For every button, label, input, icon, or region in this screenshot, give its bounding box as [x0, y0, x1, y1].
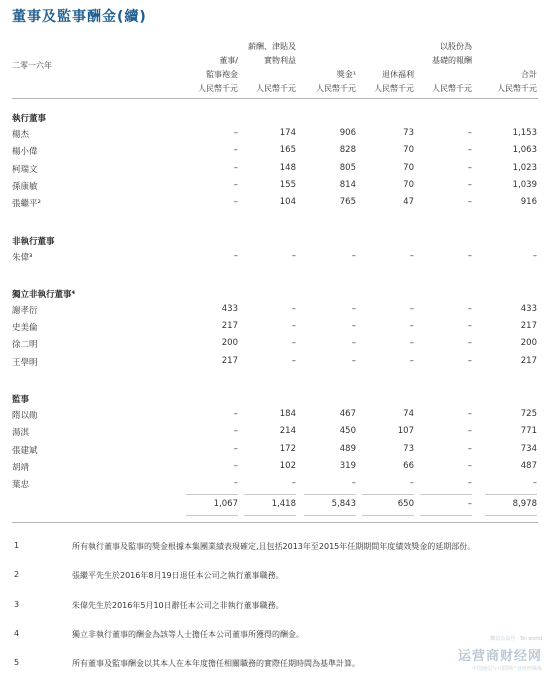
column-header-line: 人民幣千元 — [198, 84, 238, 93]
total-top-rule — [485, 494, 537, 495]
cell-value: – — [233, 426, 238, 437]
table-row — [0, 459, 550, 476]
column-header-line: 退休福利 — [382, 70, 414, 79]
section-title: 執行董事 — [12, 114, 47, 124]
cell-value: – — [467, 426, 472, 437]
cell-value: 828 — [339, 145, 356, 156]
cell-value: 70 — [403, 145, 414, 156]
cell-value: 765 — [339, 197, 356, 208]
section-title: 非執行董事 — [12, 236, 55, 247]
cell-value: 47 — [403, 197, 414, 208]
footnote-text: 張繼平先生於2016年8月19日退任本公司之執行董事職務。 — [72, 571, 284, 580]
cell-value: – — [351, 321, 356, 332]
total-top-rule — [362, 494, 414, 495]
column-header-line: 實物利益 — [264, 56, 296, 65]
total-bottom-rule — [186, 515, 238, 516]
cell-value: 1,023 — [512, 162, 537, 173]
footnote-number: 3 — [14, 600, 20, 609]
director-name: 柯瑞文 — [12, 164, 38, 175]
cell-value: – — [291, 478, 296, 489]
table-row — [0, 476, 550, 493]
cell-value: 174 — [279, 128, 296, 138]
cell-value: – — [532, 250, 537, 261]
cell-value: 172 — [279, 443, 296, 454]
cell-value: 155 — [279, 179, 296, 190]
totals-row — [0, 497, 550, 514]
section-title: 獨立非執行董事⁴ — [12, 289, 76, 300]
cell-value: – — [409, 478, 414, 489]
table-row — [0, 195, 550, 212]
cell-value: – — [351, 355, 356, 366]
director-name: 胡靖 — [12, 462, 30, 473]
cell-value: – — [233, 179, 238, 190]
director-name: 楊小偉 — [12, 147, 38, 158]
cell-value: – — [233, 162, 238, 173]
watermark-brand-text: 运营商财经网 — [457, 649, 542, 664]
total-value: – — [467, 499, 472, 509]
cell-value: 805 — [339, 162, 356, 173]
cell-value: 771 — [520, 426, 537, 437]
cell-value: – — [409, 321, 414, 332]
total-top-rule — [304, 494, 356, 495]
cell-value: 200 — [520, 338, 537, 349]
cell-value: – — [351, 338, 356, 349]
table-row — [0, 249, 550, 266]
cell-value: – — [467, 128, 472, 138]
cell-value: 165 — [279, 145, 296, 156]
cell-value: – — [351, 478, 356, 489]
director-name: 張繼平² — [12, 199, 41, 210]
director-name: 孫康敏 — [12, 181, 38, 192]
table-row — [0, 143, 550, 160]
total-bottom-rule — [244, 515, 296, 516]
watermark-sub-text: 中国通信与互联网产业财经媒体 — [471, 666, 542, 672]
total-bottom-rule — [485, 515, 537, 516]
cell-value: 217 — [520, 321, 537, 332]
cell-value: 433 — [221, 303, 238, 314]
cell-value: 107 — [397, 426, 414, 437]
cell-value: 73 — [403, 128, 414, 138]
cell-value: – — [467, 338, 472, 349]
cell-value: – — [467, 321, 472, 332]
column-header-line: 人民幣千元 — [374, 84, 414, 93]
cell-value: – — [233, 145, 238, 156]
footnote-number: 1 — [14, 541, 20, 550]
footnote-text: 朱偉先生於2016年5月10日辭任本公司之非執行董事職務。 — [72, 601, 284, 610]
cell-value: 217 — [221, 321, 238, 332]
cell-value: – — [467, 478, 472, 489]
cell-value: 74 — [403, 409, 414, 419]
cell-value: 214 — [279, 426, 296, 437]
director-name: 楊杰 — [12, 130, 30, 140]
cell-value: – — [233, 443, 238, 454]
cell-value: – — [291, 355, 296, 366]
section-title: 監事 — [12, 395, 30, 405]
total-bottom-rule — [420, 515, 472, 516]
director-name: 王學明 — [12, 357, 38, 368]
cell-value: – — [233, 250, 238, 261]
cell-value: – — [409, 355, 414, 366]
table-row — [0, 161, 550, 178]
cell-value: – — [233, 460, 238, 471]
table-row — [0, 126, 550, 143]
cell-value: 814 — [339, 179, 356, 190]
cell-value: 734 — [520, 443, 537, 454]
footnote-text: 所有執行董事及監事的獎金根據本集團業績表現確定,且包括2013年至2015年任期期間年度績效獎金的延期部份。 — [72, 542, 476, 551]
cell-value: – — [467, 460, 472, 471]
total-top-rule — [186, 494, 238, 495]
total-bottom-rule — [362, 515, 414, 516]
footnote-number: 5 — [14, 658, 20, 667]
cell-value: – — [233, 478, 238, 489]
total-value: 1,067 — [213, 499, 238, 509]
cell-value: – — [351, 303, 356, 314]
total-value: 5,843 — [331, 499, 356, 509]
column-header-line: 獎金¹ — [336, 70, 356, 79]
footnote-top-rule — [12, 522, 538, 523]
director-name: 徐二明 — [12, 340, 38, 351]
year-label: 二零一六年 — [12, 61, 52, 70]
cell-value: – — [467, 250, 472, 261]
cell-value: 102 — [279, 460, 296, 471]
column-header-line: 監事袍金 — [206, 70, 238, 79]
table-row — [0, 407, 550, 424]
cell-value: – — [409, 303, 414, 314]
cell-value: – — [291, 303, 296, 314]
cell-value: 467 — [339, 409, 356, 419]
total-top-rule — [244, 494, 296, 495]
director-name: 隋以勛 — [12, 411, 38, 421]
cell-value: 916 — [520, 197, 537, 208]
footnote-text: 獨立非執行董事的酬金為該等人士擔任本公司董事所獲得的酬金。 — [72, 630, 304, 639]
total-value: 8,978 — [512, 499, 537, 509]
cell-value: 104 — [279, 197, 296, 208]
total-top-rule — [420, 494, 472, 495]
director-name: 謝孝衍 — [12, 305, 38, 316]
cell-value: 1,153 — [512, 128, 537, 138]
cell-value: 217 — [520, 355, 537, 366]
cell-value: 148 — [279, 162, 296, 173]
director-name: 葉忠 — [12, 480, 30, 491]
cell-value: – — [467, 197, 472, 208]
column-header-line: 基礎的報酬 — [432, 56, 472, 65]
column-header-line: 人民幣千元 — [497, 84, 537, 93]
table-row — [0, 319, 550, 336]
cell-value: 487 — [520, 460, 537, 471]
column-header-line: 人民幣千元 — [316, 84, 356, 93]
table-row — [0, 442, 550, 459]
director-name: 朱偉³ — [12, 252, 33, 263]
total-bottom-rule — [304, 515, 356, 516]
total-value: 1,418 — [271, 499, 296, 509]
cell-value: – — [467, 179, 472, 190]
cell-value: – — [351, 250, 356, 261]
cell-value: – — [233, 128, 238, 138]
header-rule — [12, 98, 538, 99]
cell-value: 450 — [339, 426, 356, 437]
footnote-text: 所有董事及監事酬金以其本人在本年度擔任相關職務的實際任期時間為基準計算。 — [72, 659, 360, 668]
column-header-line: 董事/ — [219, 56, 238, 65]
director-name: 湯淇 — [12, 428, 30, 439]
cell-value: 906 — [339, 128, 356, 138]
director-name: 史美倫 — [12, 323, 38, 334]
column-header-line: 人民幣千元 — [256, 84, 296, 93]
cell-value: 73 — [403, 443, 414, 454]
cell-value: 217 — [221, 355, 238, 366]
cell-value: 1,039 — [512, 179, 537, 190]
cell-value: – — [409, 338, 414, 349]
table-row — [0, 354, 550, 371]
cell-value: – — [291, 338, 296, 349]
cell-value: – — [291, 250, 296, 261]
footnote-number: 2 — [14, 570, 20, 579]
footnote-number: 4 — [14, 629, 20, 638]
column-header-line: 人民幣千元 — [432, 84, 472, 93]
cell-value: 489 — [339, 443, 356, 454]
cell-value: – — [233, 409, 238, 419]
cell-value: 319 — [339, 460, 356, 471]
cell-value: – — [532, 478, 537, 489]
cell-value: – — [467, 303, 472, 314]
cell-value: – — [467, 145, 472, 156]
director-name: 張建斌 — [12, 445, 38, 456]
cell-value: 70 — [403, 179, 414, 190]
cell-value: 200 — [221, 338, 238, 349]
cell-value: 1,063 — [512, 145, 537, 156]
cell-value: – — [467, 443, 472, 454]
column-header-line: 合計 — [521, 70, 537, 79]
column-header-line: 以股份為 — [440, 42, 472, 51]
column-header-line: 薪酬、津貼及 — [248, 42, 296, 51]
cell-value: – — [233, 197, 238, 208]
watermark-small-text: 微信公众号 · Tel world — [490, 636, 542, 642]
cell-value: 184 — [279, 409, 296, 419]
cell-value: – — [467, 409, 472, 419]
cell-value: – — [291, 321, 296, 332]
cell-value: 433 — [520, 303, 537, 314]
page-title: 董事及監事酬金(續) — [12, 9, 147, 25]
table-row — [0, 302, 550, 319]
cell-value: 725 — [520, 409, 537, 419]
cell-value: – — [467, 355, 472, 366]
table-row — [0, 178, 550, 195]
cell-value: 66 — [403, 460, 414, 471]
cell-value: 70 — [403, 162, 414, 173]
total-value: 650 — [397, 499, 414, 509]
cell-value: – — [467, 162, 472, 173]
cell-value: – — [409, 250, 414, 261]
table-row — [0, 336, 550, 353]
table-row — [0, 424, 550, 441]
